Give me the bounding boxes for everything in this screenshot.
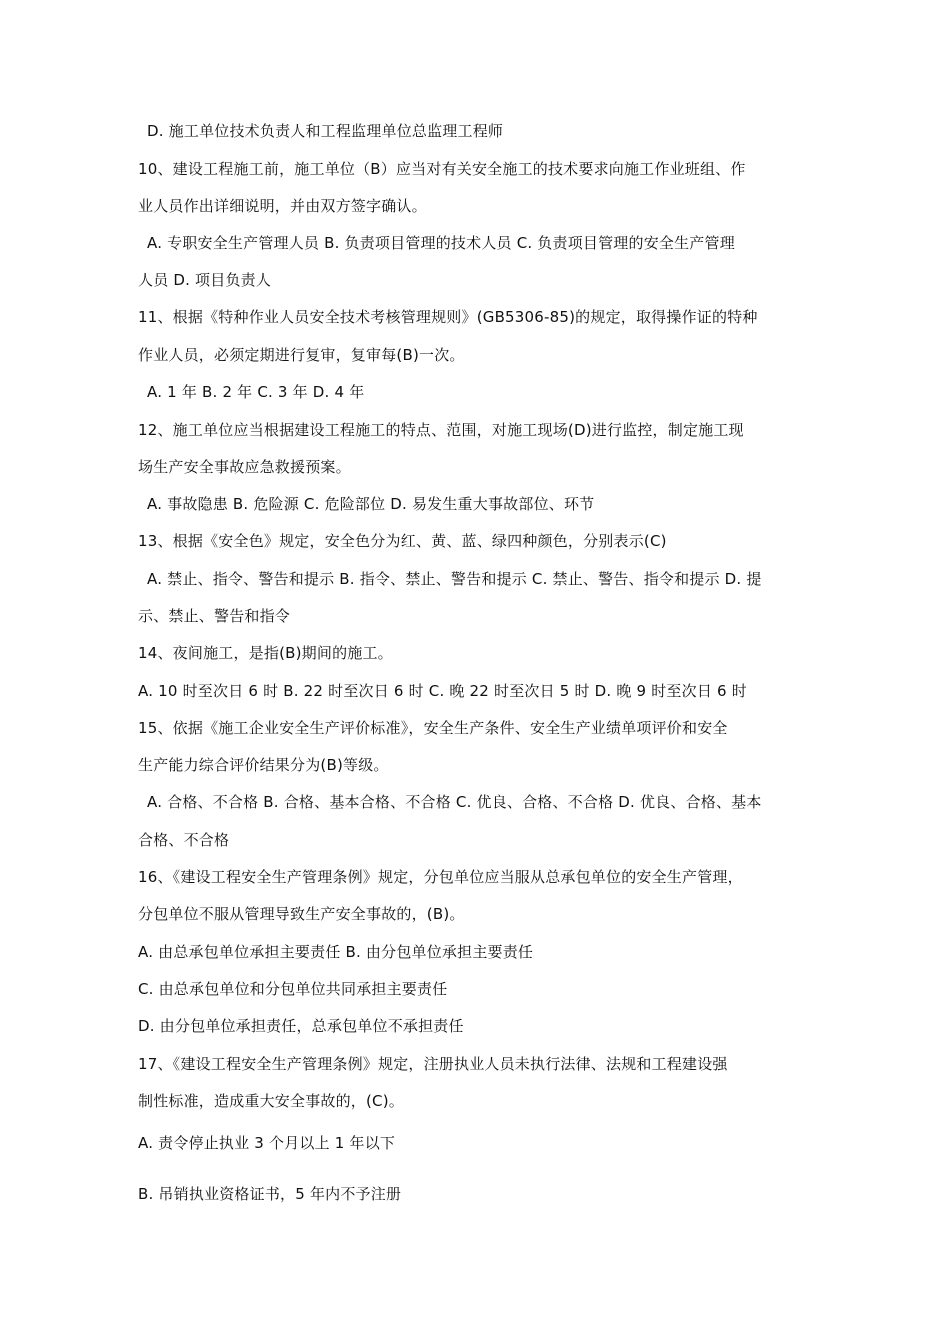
option-line: 人员 D. 项目负责人 <box>138 271 272 289</box>
question-13-line: 13、根据《安全色》规定，安全色分为红、黄、蓝、绿四种颜色，分别表示(C) <box>138 532 667 550</box>
option-line: A. 专职安全生产管理人员 B. 负责项目管理的技术人员 C. 负责项目管理的安全生产管理 <box>147 234 735 252</box>
option-line: A. 责令停止执业 3 个月以上 1 年以下 <box>138 1134 396 1152</box>
question-11-line: 11、根据《特种作业人员安全技术考核管理规则》(GB5306-85)的规定，取得操作证的特种 <box>138 308 758 326</box>
option-line: A. 合格、不合格 B. 合格、基本合格、不合格 C. 优良、合格、不合格 D. 优良、合格、基本 <box>147 793 762 811</box>
option-line: D. 施工单位技术负责人和工程监理单位总监理工程师 <box>147 122 504 140</box>
option-line: A. 由总承包单位承担主要责任 B. 由分包单位承担主要责任 <box>138 943 534 961</box>
option-line: A. 事故隐患 B. 危险源 C. 危险部位 D. 易发生重大事故部位、环节 <box>147 495 595 513</box>
option-line: B. 吊销执业资格证书，5 年内不予注册 <box>138 1185 402 1203</box>
question-11-line: 作业人员，必须定期进行复审，复审每(B)一次。 <box>138 346 465 364</box>
option-line: A. 禁止、指令、警告和提示 B. 指令、禁止、警告和提示 C. 禁止、警告、指令和提示 D. 提 <box>147 570 762 588</box>
question-16-line: 16、《建设工程安全生产管理条例》规定，分包单位应当服从总承包单位的安全生产管理， <box>138 868 743 886</box>
question-15-line: 15、依据《施工企业安全生产评价标准》，安全生产条件、安全生产业绩单项评价和安全 <box>138 719 728 737</box>
question-17-line: 制性标准，造成重大安全事故的，(C)。 <box>138 1092 404 1110</box>
option-line: C. 由总承包单位和分包单位共同承担主要责任 <box>138 980 448 998</box>
question-10-line: 10、建设工程施工前，施工单位（B）应当对有关安全施工的技术要求向施工作业班组、作 <box>138 160 746 178</box>
option-line: A. 10 时至次日 6 时 B. 22 时至次日 6 时 C. 晚 22 时至次日 5 时 D. 晚 9 时至次日 6 时 <box>138 682 747 700</box>
question-16-line: 分包单位不服从管理导致生产安全事故的，(B)。 <box>138 905 465 923</box>
option-line: A. 1 年 B. 2 年 C. 3 年 D. 4 年 <box>147 383 365 401</box>
question-15-line: 生产能力综合评价结果分为(B)等级。 <box>138 756 389 774</box>
question-10-line: 业人员作出详细说明，并由双方签字确认。 <box>138 197 427 215</box>
option-line: 示、禁止、警告和指令 <box>138 607 291 625</box>
question-12-line: 12、施工单位应当根据建设工程施工的特点、范围，对施工现场(D)进行监控，制定施工现 <box>138 421 744 439</box>
question-14-line: 14、夜间施工，是指(B)期间的施工。 <box>138 644 393 662</box>
question-12-line: 场生产安全事故应急救援预案。 <box>138 458 351 476</box>
question-17-line: 17、《建设工程安全生产管理条例》规定，注册执业人员未执行法律、法规和工程建设强 <box>138 1055 728 1073</box>
option-line: 合格、不合格 <box>138 831 230 849</box>
option-line: D. 由分包单位承担责任，总承包单位不承担责任 <box>138 1017 464 1035</box>
